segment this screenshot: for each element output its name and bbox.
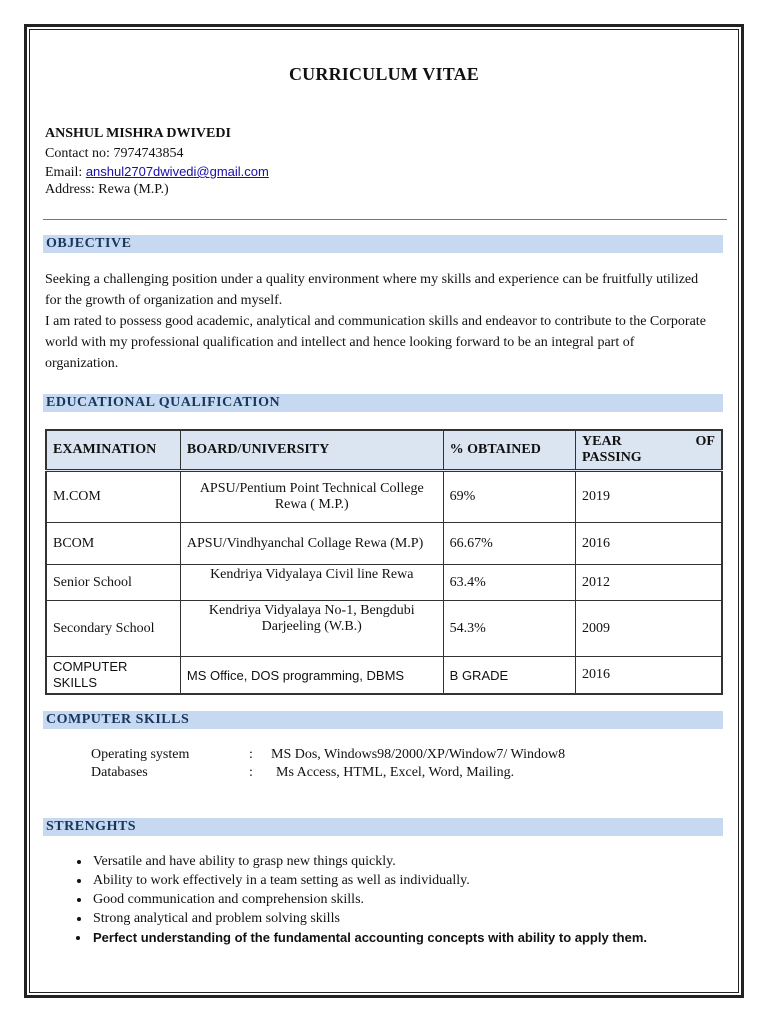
cell-year: 2016 [576, 523, 722, 565]
email-line [45, 163, 269, 182]
cell-percent: 66.67% [443, 523, 575, 565]
cell-year: 2016 [576, 657, 722, 695]
column-header-year-word-3: PASSING [582, 450, 642, 465]
cell-exam: COMPUTER SKILLS [46, 657, 180, 695]
table-row [46, 471, 722, 523]
cell-exam: BCOM [46, 523, 180, 565]
strengths-list [45, 852, 751, 947]
column-header-year-word-2: OF [695, 434, 715, 449]
cell-percent: B GRADE [443, 657, 575, 695]
table-row [46, 565, 722, 601]
cell-year: 2009 [576, 601, 722, 657]
objective-paragraph-2: I am rated to possess good academic, analytical and communication skills and endeavor to contribute to the Corporate world with my professional qualification and intellect and hence looking forward to be an integral part of organization. [45, 314, 706, 371]
cell-percent: 63.4% [443, 565, 575, 601]
table-row [46, 523, 722, 565]
cell-board: Kendriya Vidyalaya Civil line Rewa [180, 565, 443, 601]
strengths-heading: STRENGHTS [43, 818, 723, 836]
list-item: • Strong analytical and problem solving skills [91, 909, 751, 928]
list-item: • Perfect understanding of the fundamental accounting concepts with ability to apply them. [91, 928, 751, 947]
skill-label: Operating system [91, 747, 190, 762]
education-table [45, 429, 723, 695]
cell-board: Kendriya Vidyalaya No-1, Bengdubi Darjeeling (W.B.) [180, 601, 443, 657]
email-link[interactable]: anshul2707dwivedi@gmail.com [85, 164, 269, 179]
table-row [46, 657, 722, 695]
list-item: • Ability to work effectively in a team setting as well as individually. [91, 871, 751, 890]
column-header-year [576, 430, 722, 471]
skill-separator: : [249, 765, 253, 780]
cell-board: APSU/Pentium Point Technical College Rewa ( M.P.) [180, 471, 443, 523]
skill-row-os [91, 747, 565, 763]
list-item: • Good communication and comprehension skills. [91, 890, 751, 909]
cell-percent: 69% [443, 471, 575, 523]
column-header-year-word-1: YEAR [582, 434, 622, 449]
cell-year: 2012 [576, 565, 722, 601]
objective-paragraph-1: Seeking a challenging position under a quality environment where my skills and experience can be fruitfully utilized for the growth of organization and myself. [45, 272, 699, 308]
skill-value: Ms Access, HTML, Excel, Word, Mailing. [276, 765, 515, 780]
cell-board: MS Office, DOS programming, DBMS [180, 657, 443, 695]
cell-exam: Senior School [46, 565, 180, 601]
skill-value: MS Dos, Windows98/2000/XP/Window7/ Window8 [271, 747, 566, 762]
education-heading: EDUCATIONAL QUALIFICATION [43, 394, 723, 412]
address-label: Address: [45, 182, 95, 197]
address-line [45, 181, 169, 199]
column-header-percent: % OBTAINED [443, 430, 575, 471]
table-row [46, 601, 722, 657]
cell-year: 2019 [576, 471, 722, 523]
cell-exam: Secondary School [46, 601, 180, 657]
email-label: Email: [45, 165, 83, 180]
column-header-board: BOARD/UNIVERSITY [180, 430, 443, 471]
list-item: • Versatile and have ability to grasp new things quickly. [91, 852, 751, 871]
table-header-row [46, 430, 722, 471]
contact-label: Contact no: [45, 146, 110, 161]
computer-skills-heading: COMPUTER SKILLS [43, 711, 723, 729]
objective-text [45, 269, 709, 374]
skill-separator: : [249, 747, 253, 762]
cell-exam: M.COM [46, 471, 180, 523]
address-value: Rewa (M.P.) [98, 182, 169, 197]
contact-number: 7974743854 [113, 146, 184, 161]
objective-heading: OBJECTIVE [43, 235, 723, 253]
document-title: CURRICULUM VITAE [288, 64, 480, 84]
skill-label: Databases [91, 765, 148, 780]
skill-row-databases [91, 765, 514, 781]
contact-line [45, 145, 183, 163]
cell-board: APSU/Vindhyanchal Collage Rewa (M.P) [180, 523, 443, 565]
candidate-name: ANSHUL MISHRA DWIVEDI [45, 126, 231, 141]
column-header-examination: EXAMINATION [46, 430, 180, 471]
cell-percent: 54.3% [443, 601, 575, 657]
header-divider [43, 219, 727, 220]
